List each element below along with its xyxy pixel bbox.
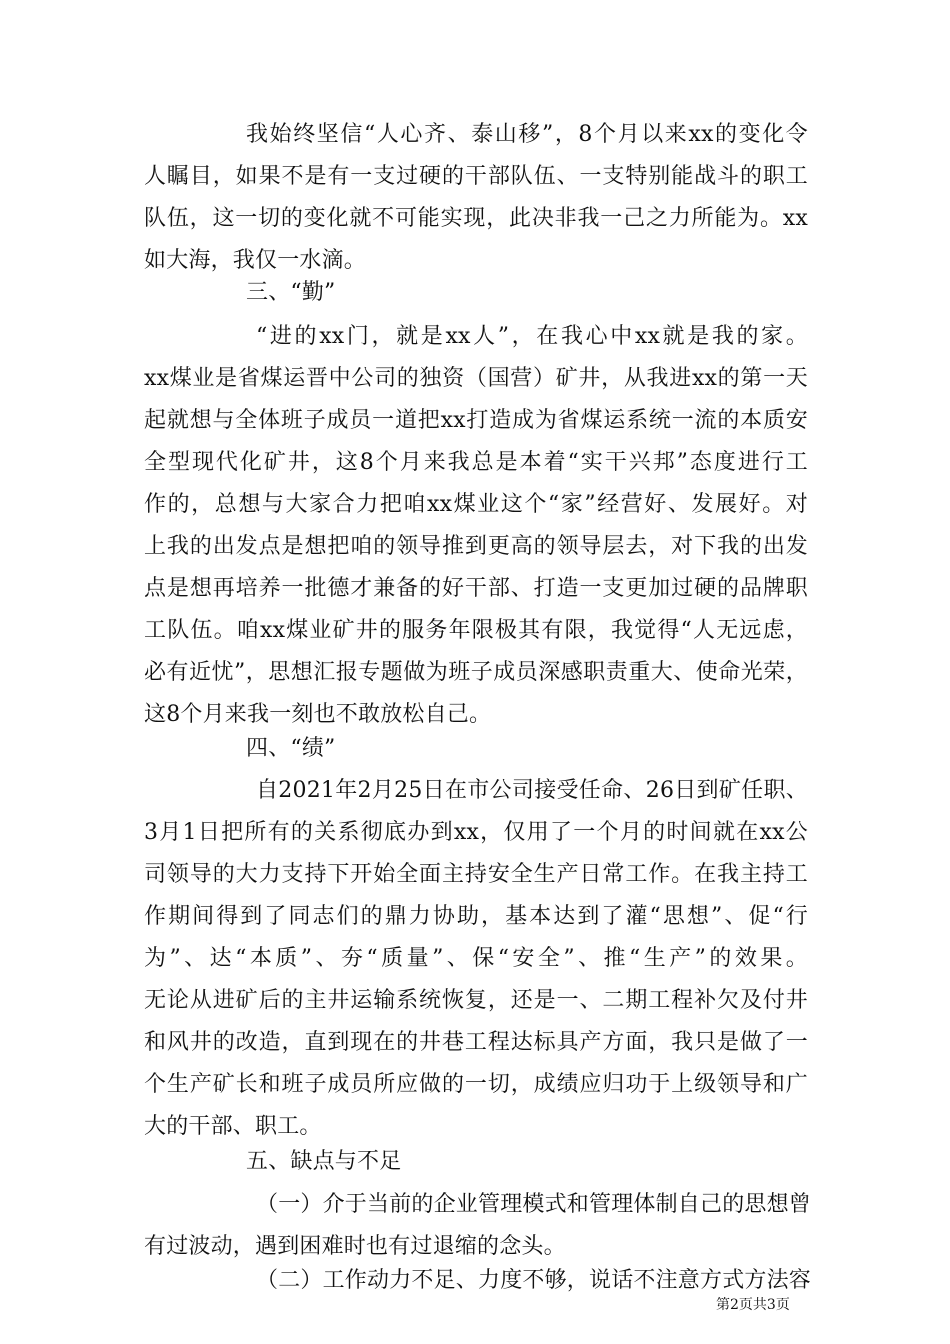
paragraph-line: 大的干部、职工。: [144, 1114, 322, 1139]
paragraph-line: 上我的出发点是想把咱的领导推到更高的领导层去，对下我的出发: [144, 534, 808, 559]
paragraph-line: “进的xx门，就是xx人”，在我心中xx就是我的家。: [256, 324, 808, 349]
paragraph-line: 我始终坚信“人心齐、泰山移”，8个月以来xx的变化令: [246, 122, 808, 147]
paragraph-line: （一）介于当前的企业管理模式和管理体制自己的思想曾: [256, 1192, 812, 1217]
paragraph-line: 个生产矿长和班子成员所应做的一切，成绩应归功于上级领导和广: [144, 1072, 808, 1097]
paragraph-line: （二）工作动力不足、力度不够，说话不注意方式方法容: [256, 1268, 812, 1293]
paragraph-line: 必有近忧”，思想汇报专题做为班子成员深感职责重大、使命光荣，: [144, 660, 808, 685]
section-heading: 三、“勤”: [246, 280, 336, 305]
paragraph-line: xx煤业是省煤运晋中公司的独资（国营）矿井，从我进xx的第一天: [144, 366, 808, 391]
paragraph-line: 3月1日把所有的关系彻底办到xx，仅用了一个月的时间就在xx公: [144, 820, 808, 845]
section-heading: 四、“绩”: [246, 736, 336, 761]
paragraph-line: 这8个月来我一刻也不敢放松自己。: [144, 702, 492, 727]
paragraph-line: 司领导的大力支持下开始全面主持安全生产日常工作。在我主持工: [144, 862, 808, 887]
paragraph-line: 工队伍。咱xx煤业矿井的服务年限极其有限，我觉得“人无远虑，: [144, 618, 808, 643]
paragraph-line: 为”、达“本质”、夯“质量”、保“安全”、推“生产”的效果。: [144, 946, 808, 971]
paragraph-line: 如大海，我仅一水滴。: [144, 248, 367, 273]
paragraph-line: 作的，总想与大家合力把咱xx煤业这个“家”经营好、发展好。对: [144, 492, 808, 517]
paragraph-line: 无论从进矿后的主井运输系统恢复，还是一、二期工程补欠及付井: [144, 988, 808, 1013]
paragraph-line: 起就想与全体班子成员一道把xx打造成为省煤运系统一流的本质安: [144, 408, 808, 433]
paragraph-line: 作期间得到了同志们的鼎力协助，基本达到了灌“思想”、促“行: [144, 904, 808, 929]
paragraph-line: 和风井的改造，直到现在的井巷工程达标具产方面，我只是做了一: [144, 1030, 808, 1055]
section-heading: 五、缺点与不足: [246, 1149, 402, 1174]
paragraph-line: 队伍，这一切的变化就不可能实现，此决非我一己之力所能为。xx: [144, 206, 808, 231]
paragraph-line: 点是想再培养一批德才兼备的好干部、打造一支更加过硬的品牌职: [144, 576, 808, 601]
paragraph-line: 全型现代化矿井，这8个月来我总是本着“实干兴邦”态度进行工: [144, 450, 808, 475]
paragraph-line: 自2021年2月25日在市公司接受任命、26日到矿任职、: [256, 778, 808, 803]
paragraph-line: 人瞩目，如果不是有一支过硬的干部队伍、一支特别能战斗的职工: [144, 164, 808, 189]
paragraph-line: 有过波动，遇到困难时也有过退缩的念头。: [144, 1234, 566, 1259]
page-number-footer: 第2页共3页: [716, 1297, 790, 1313]
